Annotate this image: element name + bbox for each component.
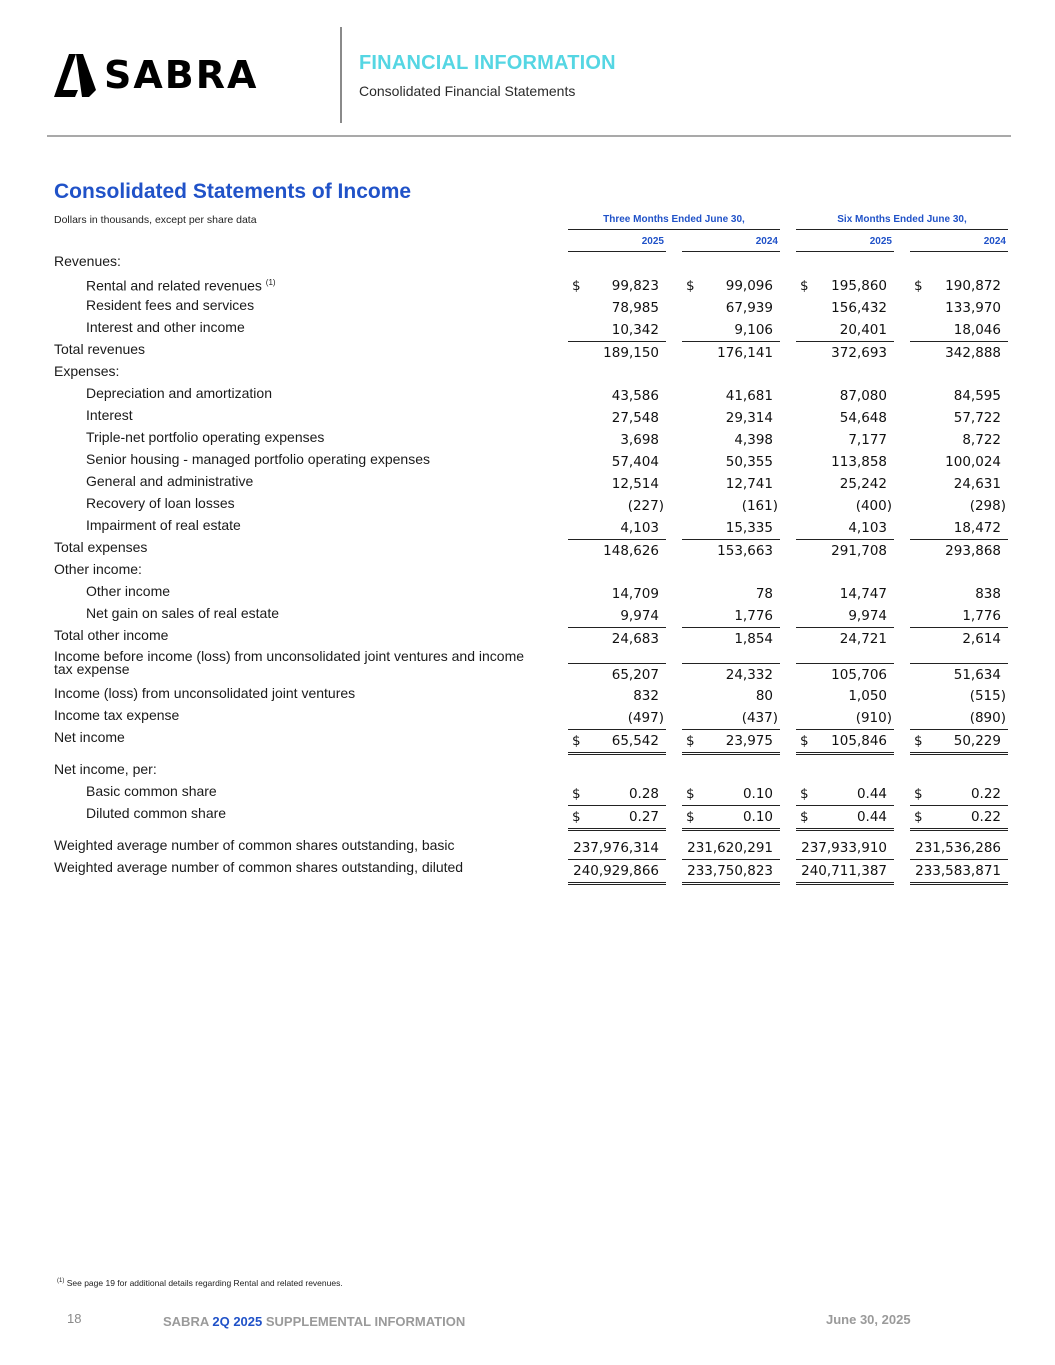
cell-value: 99,096 — [725, 278, 773, 294]
cell-value: 65,207 — [611, 667, 659, 683]
row-label: Expenses: — [54, 363, 120, 379]
table-cell — [682, 663, 780, 686]
table-cell — [568, 583, 666, 605]
table-cell — [568, 407, 666, 429]
row-label: Weighted average number of common shares outstanding, diluted — [54, 859, 464, 875]
table-cell — [682, 837, 780, 859]
table-row — [0, 859, 1055, 881]
cell-value: 24,631 — [953, 476, 1001, 492]
row-label: Net income — [54, 729, 125, 745]
cell-value: (497) — [627, 710, 664, 726]
table-row — [0, 837, 1055, 859]
cell-value: (515) — [969, 688, 1006, 704]
table-cell — [568, 451, 666, 473]
table-cell — [682, 583, 780, 605]
cell-value: 50,355 — [725, 454, 773, 470]
cell-value: 25,242 — [839, 476, 887, 492]
row-label: Rental and related revenues $^{(1)}$ — [86, 277, 276, 294]
row-label: Depreciation and amortization — [86, 385, 272, 401]
cell-value: 291,708 — [831, 543, 887, 559]
table-cell — [568, 517, 666, 539]
table-cell — [796, 663, 894, 686]
table-cell — [682, 385, 780, 407]
cell-value: 233,583,871 — [915, 863, 1001, 879]
table-row — [0, 319, 1055, 341]
dollar-sign: $ — [686, 733, 695, 749]
cell-value: (910) — [855, 710, 892, 726]
table-cell — [910, 385, 1008, 407]
table-cell — [682, 495, 780, 517]
table-row — [0, 605, 1055, 627]
cell-value: 0.10 — [742, 809, 773, 825]
table-cell — [682, 627, 780, 650]
sabra-logo — [52, 52, 297, 98]
table-cell — [796, 539, 894, 562]
dollar-sign: $ — [572, 809, 581, 825]
cell-value: 24,721 — [839, 631, 887, 647]
table-cell — [910, 517, 1008, 539]
table-cell — [568, 539, 666, 562]
footer-prefix: SABRA — [163, 1314, 209, 1329]
table-cell — [682, 859, 780, 885]
cell-value: 67,939 — [725, 300, 773, 316]
table-cell — [568, 805, 666, 831]
table-row — [0, 539, 1055, 561]
dollar-sign: $ — [686, 809, 695, 825]
row-label: General and administrative — [86, 473, 254, 489]
table-cell — [682, 341, 780, 364]
table-cell — [568, 663, 666, 686]
table-cell — [568, 859, 666, 885]
cell-value: (161) — [741, 498, 778, 514]
table-cell — [910, 341, 1008, 364]
dollar-sign: $ — [572, 786, 581, 802]
footer-date: June 30, 2025 — [826, 1312, 911, 1327]
footer-suffix: SUPPLEMENTAL INFORMATION — [265, 1314, 466, 1329]
cell-value: 14,709 — [611, 586, 659, 602]
table-cell — [796, 451, 894, 473]
dollar-sign: $ — [800, 733, 809, 749]
row-label: Resident fees and services — [86, 297, 255, 313]
cell-value: 57,722 — [953, 410, 1001, 426]
cell-value: 4,103 — [848, 520, 887, 536]
cell-value: 0.22 — [970, 809, 1001, 825]
table-cell — [682, 805, 780, 831]
table-cell — [682, 539, 780, 562]
cell-value: 24,683 — [611, 631, 659, 647]
cell-value: 4,103 — [620, 520, 659, 536]
table-cell — [796, 495, 894, 517]
cell-value: 18,046 — [953, 322, 1001, 338]
table-cell — [796, 275, 894, 297]
table-cell — [568, 685, 666, 707]
cell-value: 51,634 — [953, 667, 1001, 683]
group-underline — [796, 229, 1008, 230]
row-label: Interest and other income — [86, 319, 245, 335]
cell-value: 153,663 — [717, 543, 773, 559]
row-label: Total expenses — [54, 539, 148, 555]
table-cell — [796, 729, 894, 755]
table-cell — [796, 605, 894, 627]
footnote-mark: (1) — [57, 1278, 65, 1285]
cell-value: 189,150 — [603, 345, 659, 361]
cell-value: 231,620,291 — [687, 840, 773, 856]
cell-value: (890) — [969, 710, 1006, 726]
table-cell — [910, 451, 1008, 473]
cell-value: 50,229 — [953, 733, 1001, 749]
cell-value: 4,398 — [734, 432, 773, 448]
table-row — [0, 275, 1055, 297]
cell-value: 372,693 — [831, 345, 887, 361]
cell-value: 1,854 — [734, 631, 773, 647]
cell-value: 84,595 — [953, 388, 1001, 404]
table-cell — [910, 429, 1008, 451]
table-cell — [796, 429, 894, 451]
year-header: 2025 — [641, 236, 664, 247]
year-underline — [568, 251, 666, 252]
dollar-sign: $ — [914, 809, 923, 825]
table-cell — [568, 297, 666, 319]
cell-value: 0.28 — [628, 786, 659, 802]
table-cell — [910, 663, 1008, 686]
row-label: Income (loss) from unconsolidated joint ventures — [54, 685, 356, 701]
cell-value: 176,141 — [717, 345, 773, 361]
cell-value: 133,970 — [945, 300, 1001, 316]
cell-value: 342,888 — [945, 345, 1001, 361]
cell-value: 24,332 — [725, 667, 773, 683]
dollar-sign: $ — [686, 278, 695, 294]
table-cell — [796, 297, 894, 319]
cell-value: 0.44 — [856, 786, 887, 802]
table-row — [0, 805, 1055, 827]
cell-value: 7,177 — [848, 432, 887, 448]
cell-value: 156,432 — [831, 300, 887, 316]
row-label: Interest — [86, 407, 133, 423]
table-row — [0, 473, 1055, 495]
table-cell — [682, 451, 780, 473]
table-cell — [796, 805, 894, 831]
table-row — [0, 761, 1055, 783]
row-label: Weighted average number of common shares outstanding, basic — [54, 837, 455, 853]
table-row — [0, 451, 1055, 473]
table-cell — [910, 539, 1008, 562]
cell-value: 233,750,823 — [687, 863, 773, 879]
table-row — [0, 495, 1055, 517]
table-row — [0, 517, 1055, 539]
dollar-sign: $ — [572, 733, 581, 749]
cell-value: 832 — [633, 688, 659, 704]
table-cell — [568, 385, 666, 407]
cell-value: 3,698 — [620, 432, 659, 448]
table-cell — [910, 407, 1008, 429]
cell-value: 29,314 — [725, 410, 773, 426]
table-cell — [568, 275, 666, 297]
table-cell — [910, 495, 1008, 517]
row-label: Other income — [86, 583, 171, 599]
footnote-text: See page 19 for additional details regarding Rental and related revenues. — [66, 1278, 343, 1288]
cell-value: 12,514 — [611, 476, 659, 492]
table-row — [0, 685, 1055, 707]
table-cell — [910, 685, 1008, 707]
cell-value: 78,985 — [611, 300, 659, 316]
year-header: 2025 — [869, 236, 892, 247]
cell-value: 838 — [975, 586, 1001, 602]
cell-value: 100,024 — [945, 454, 1001, 470]
table-cell — [796, 707, 894, 729]
year-header: 2024 — [755, 236, 778, 247]
table-cell — [910, 783, 1008, 805]
statement-title: Consolidated Statements of Income — [54, 180, 412, 203]
row-label: Triple-net portfolio operating expenses — [86, 429, 325, 445]
table-row — [0, 429, 1055, 451]
cell-value: 18,472 — [953, 520, 1001, 536]
cell-value: 78 — [755, 586, 773, 602]
table-cell — [682, 319, 780, 341]
table-cell — [682, 707, 780, 729]
cell-value: (298) — [969, 498, 1006, 514]
group-header-six-months: Six Months Ended June 30, — [837, 214, 967, 225]
row-label: Income before income (loss) from unconsolidated joint ventures and income tax expense — [54, 648, 525, 677]
row-label: Net gain on sales of real estate — [86, 605, 280, 621]
table-cell — [796, 517, 894, 539]
table-row — [0, 363, 1055, 385]
year-header: 2024 — [983, 236, 1006, 247]
table-cell — [796, 385, 894, 407]
table-cell — [910, 837, 1008, 859]
cell-value: 105,846 — [831, 733, 887, 749]
document-footer-title — [163, 1314, 465, 1329]
units-note: Dollars in thousands, except per share data — [54, 214, 257, 226]
table-row — [0, 729, 1055, 751]
table-cell — [910, 707, 1008, 729]
table-cell — [568, 729, 666, 755]
cell-value: 293,868 — [945, 543, 1001, 559]
cell-value: 0.22 — [970, 786, 1001, 802]
table-cell — [910, 859, 1008, 885]
dollar-sign: $ — [914, 278, 923, 294]
dollar-sign: $ — [914, 786, 923, 802]
row-label: Recovery of loan losses — [86, 495, 235, 511]
cell-value: 54,648 — [839, 410, 887, 426]
cell-value: 1,776 — [734, 608, 773, 624]
cell-value: 0.27 — [628, 809, 659, 825]
table-row — [0, 341, 1055, 363]
table-cell — [796, 783, 894, 805]
dollar-sign: $ — [800, 786, 809, 802]
table-cell — [682, 429, 780, 451]
sabra-logo-wordmark: SABRA — [104, 53, 259, 97]
table-row — [0, 253, 1055, 275]
cell-value: 0.10 — [742, 786, 773, 802]
cell-value: 43,586 — [611, 388, 659, 404]
table-cell — [682, 729, 780, 755]
table-cell — [796, 473, 894, 495]
table-cell — [568, 473, 666, 495]
cell-value: 65,542 — [611, 733, 659, 749]
table-row — [0, 583, 1055, 605]
table-row — [0, 561, 1055, 583]
cell-value: 113,858 — [831, 454, 887, 470]
table-cell — [796, 341, 894, 364]
cell-value: 237,976,314 — [573, 840, 659, 856]
table-cell — [910, 805, 1008, 831]
row-label: Impairment of real estate — [86, 517, 241, 533]
footnote — [57, 1278, 343, 1288]
table-cell — [682, 275, 780, 297]
row-label: Total revenues — [54, 341, 146, 357]
cell-value: 190,872 — [945, 278, 1001, 294]
row-label: Total other income — [54, 627, 169, 643]
cell-value: 23,975 — [725, 733, 773, 749]
footer-period: 2Q 2025 — [212, 1314, 263, 1329]
cell-value: 231,536,286 — [915, 840, 1001, 856]
cell-value: 240,711,387 — [801, 863, 887, 879]
table-cell — [796, 583, 894, 605]
table-cell — [910, 319, 1008, 341]
year-underline — [682, 251, 780, 252]
table-row — [0, 297, 1055, 319]
cell-value: 9,106 — [734, 322, 773, 338]
cell-value: 20,401 — [839, 322, 887, 338]
table-cell — [910, 473, 1008, 495]
cell-value: 1,050 — [848, 688, 887, 704]
table-cell — [682, 473, 780, 495]
table-cell — [796, 837, 894, 859]
table-cell — [568, 627, 666, 650]
cell-value: 240,929,866 — [573, 863, 659, 879]
table-cell — [568, 605, 666, 627]
table-row — [0, 783, 1055, 805]
cell-value: 237,933,910 — [801, 840, 887, 856]
dollar-sign: $ — [572, 278, 581, 294]
table-row — [0, 407, 1055, 429]
cell-value: (400) — [855, 498, 892, 514]
cell-value: 87,080 — [839, 388, 887, 404]
cell-value: 12,741 — [725, 476, 773, 492]
table-cell — [910, 605, 1008, 627]
table-row — [0, 648, 1055, 683]
table-cell — [568, 319, 666, 341]
table-cell — [682, 685, 780, 707]
cell-value: 14,747 — [839, 586, 887, 602]
row-label: Senior housing - managed portfolio operating expenses — [86, 451, 431, 467]
table-cell — [910, 297, 1008, 319]
row-label: Basic common share — [86, 783, 217, 799]
dollar-sign: $ — [800, 278, 809, 294]
table-cell — [682, 605, 780, 627]
cell-value: (227) — [627, 498, 664, 514]
cell-value: 80 — [755, 688, 773, 704]
cell-value: 2,614 — [962, 631, 1001, 647]
cell-value: 27,548 — [611, 410, 659, 426]
row-label: Other income: — [54, 561, 142, 577]
cell-value: 15,335 — [725, 520, 773, 536]
table-cell — [682, 517, 780, 539]
cell-value: 10,342 — [611, 322, 659, 338]
table-cell — [568, 707, 666, 729]
table-cell — [682, 783, 780, 805]
table-row — [0, 627, 1055, 649]
cell-value: 0.44 — [856, 809, 887, 825]
table-cell — [910, 729, 1008, 755]
table-cell — [682, 407, 780, 429]
row-label: Net income, per: — [54, 761, 157, 777]
dollar-sign: $ — [800, 809, 809, 825]
year-underline — [796, 251, 894, 252]
table-cell — [568, 783, 666, 805]
dollar-sign: $ — [686, 786, 695, 802]
table-cell — [910, 275, 1008, 297]
page-number: 18 — [67, 1311, 82, 1326]
cell-value: 57,404 — [611, 454, 659, 470]
table-cell — [568, 429, 666, 451]
cell-value: 8,722 — [962, 432, 1001, 448]
row-label: Income tax expense — [54, 707, 180, 723]
cell-value: 9,974 — [620, 608, 659, 624]
table-cell — [796, 407, 894, 429]
sabra-logo-mark — [54, 54, 96, 97]
table-cell — [796, 685, 894, 707]
cell-value: (437) — [741, 710, 778, 726]
cell-value: 148,626 — [603, 543, 659, 559]
cell-value: 105,706 — [831, 667, 887, 683]
year-underline — [910, 251, 1008, 252]
cell-value: 99,823 — [611, 278, 659, 294]
row-label: Diluted common share — [86, 805, 227, 821]
table-cell — [568, 341, 666, 364]
section-title: FINANCIAL INFORMATION — [359, 52, 616, 74]
table-row — [0, 385, 1055, 407]
table-cell — [910, 583, 1008, 605]
dollar-sign: $ — [914, 733, 923, 749]
group-underline — [568, 229, 780, 230]
footnote-reference: (1) — [265, 278, 276, 287]
table-cell — [568, 495, 666, 517]
table-cell — [910, 627, 1008, 650]
cell-value: 1,776 — [962, 608, 1001, 624]
table-cell — [682, 297, 780, 319]
group-header-three-months: Three Months Ended June 30, — [603, 214, 745, 225]
table-row — [0, 707, 1055, 729]
table-cell — [796, 627, 894, 650]
table-cell — [568, 837, 666, 859]
row-label: Revenues: — [54, 253, 121, 269]
section-subtitle: Consolidated Financial Statements — [359, 83, 576, 99]
cell-value: 9,974 — [848, 608, 887, 624]
header-divider — [340, 27, 342, 123]
cell-value: 41,681 — [725, 388, 773, 404]
header-rule — [47, 135, 1011, 137]
cell-value: 195,860 — [831, 278, 887, 294]
table-cell — [796, 859, 894, 885]
table-cell — [796, 319, 894, 341]
